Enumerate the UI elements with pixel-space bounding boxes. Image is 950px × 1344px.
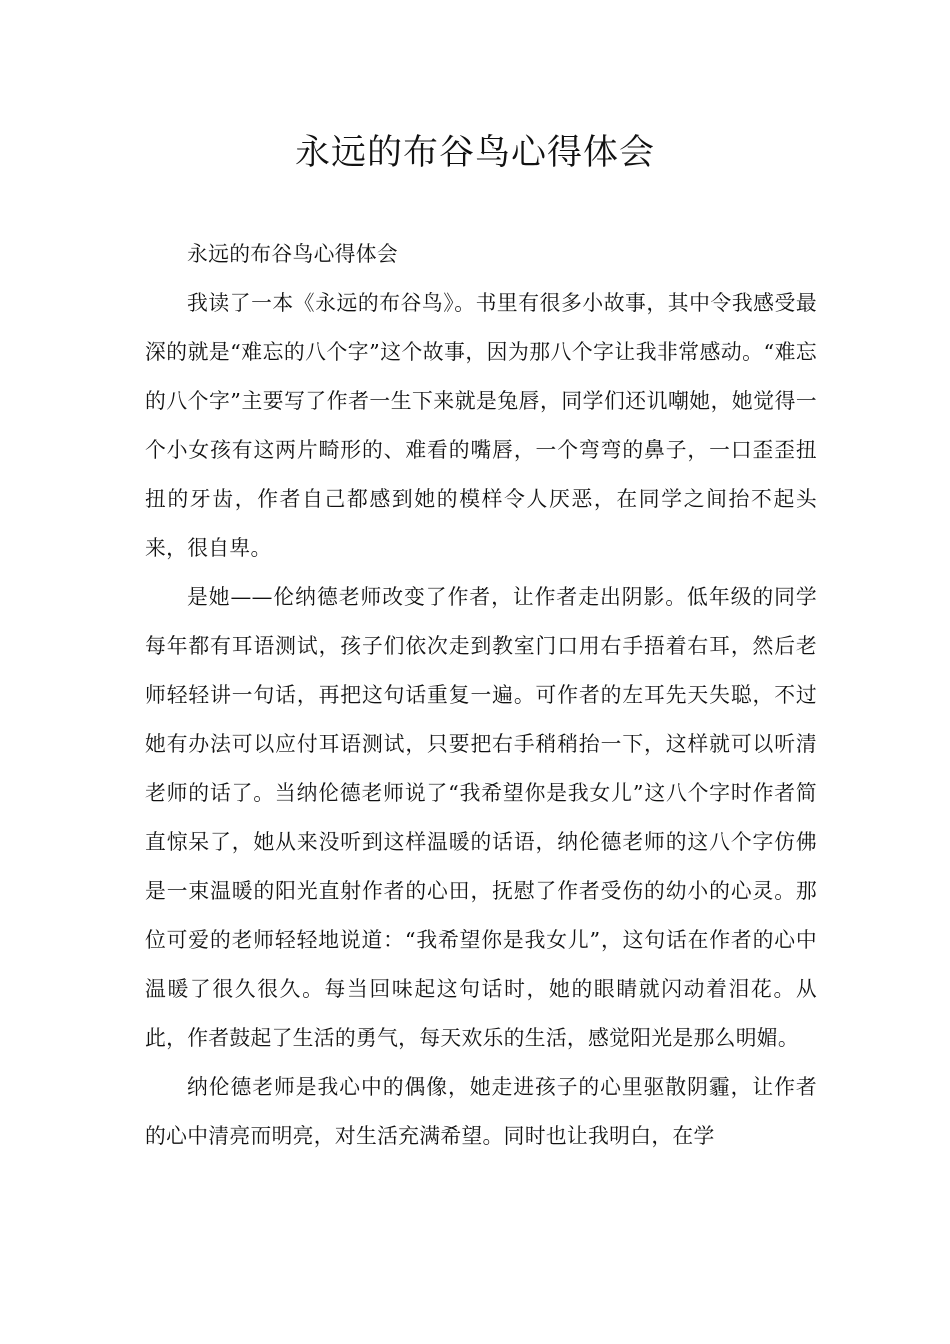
document-title: 永远的布谷鸟心得体会 <box>294 133 655 173</box>
paragraph: 是她——伦纳德老师改变了作者，让作者走出阴影。低年级的同学每年都有耳语测试，孩子们依次走到教室门口用右手捂着右耳，然后老师轻轻讲一句话，再把这句话重复一遍。可作者的左耳先天失聪，不过她有办法可以应付耳语测试，只要把右手稍稍抬一下，这样就可以听清老师的话了。当纳伦德老师说了“我希望你是我女儿”这八个字时作者简直惊呆了，她从来没听到这样温暖的话语，纳伦德老师的这八个字仿佛是一束温暖的阳光直射作者的心田，抚慰了作者受伤的幼小的心灵。那位可爱的老师轻轻地说道：“我希望你是我女儿”，这句话在作者的心中温暖了很久很久。每当回味起这句话时，她的眼睛就闪动着泪花。从此，作者鼓起了生活的勇气，每天欢乐的生活，感觉阳光是那么明媚。 <box>145 585 817 1050</box>
paragraph-subtitle: 永远的布谷鸟心得体会 <box>187 242 398 266</box>
paragraph: 纳伦德老师是我心中的偶像，她走进孩子的心里驱散阴霾，让作者的心中清亮而明亮，对生活充满希望。同时也让我明白，在学 <box>145 1075 817 1148</box>
paragraph: 我读了一本《永远的布谷鸟》。书里有很多小故事，其中令我感受最深的就是“难忘的八个字”这个故事，因为那八个字让我非常感动。“难忘的八个字”主要写了作者一生下来就是兔唇，同学们还讥嘲她，她觉得一个小女孩有这两片畸形的、难看的嘴唇，一个弯弯的鼻子，一口歪歪扭扭的牙齿，作者自己都感到她的模样令人厌恶，在同学之间抬不起头来，很自卑。 <box>145 291 817 560</box>
document-body <box>145 230 817 1161</box>
